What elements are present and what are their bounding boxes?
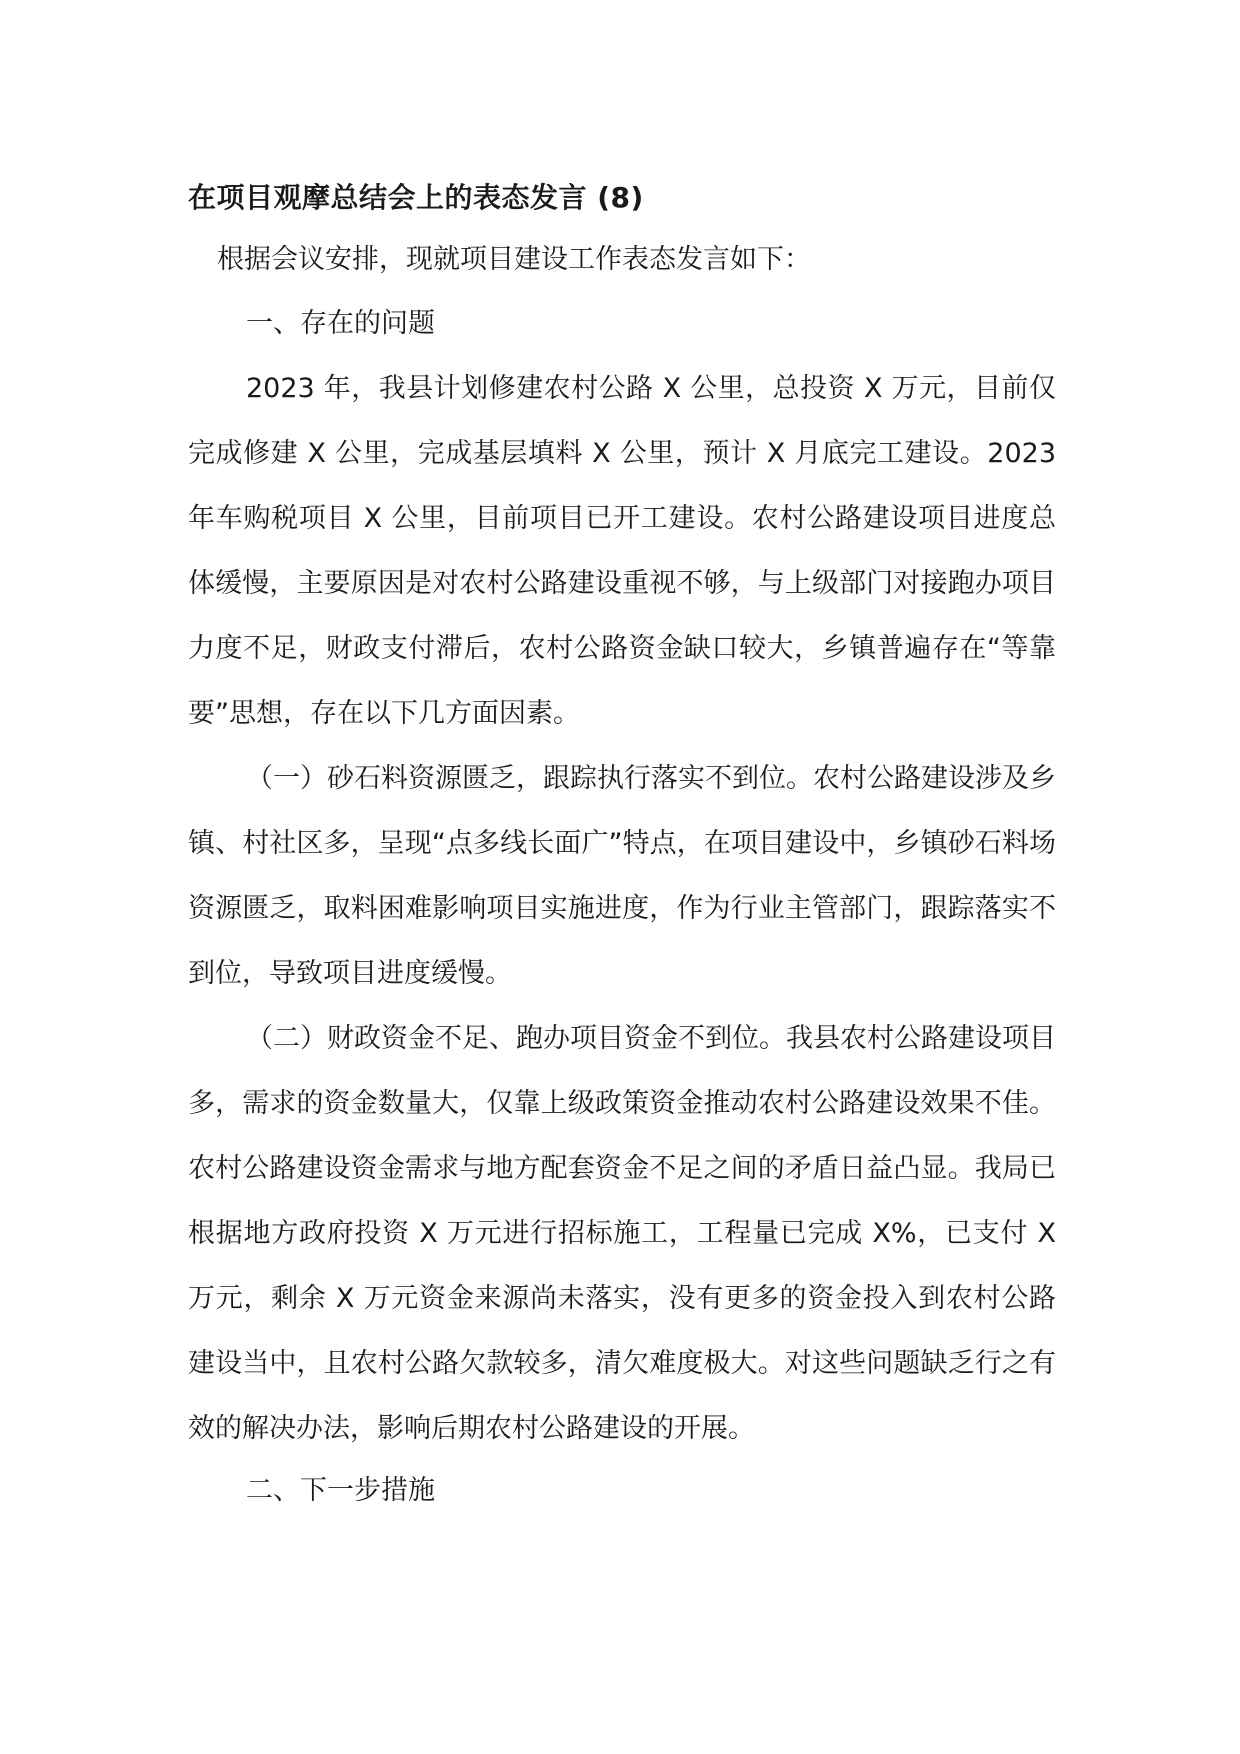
document-title: 在项目观摩总结会上的表态发言 (8) [188, 181, 644, 214]
document-page [188, 178, 1056, 1511]
section-heading-problems: 一、存在的问题 [246, 308, 435, 339]
body-paragraph: （一）砂石料资源匮乏，跟踪执行落实不到位。农村公路建设涉及乡镇、村社区多，呈现“点多线长面广”特点，在项目建设中，乡镇砂石料场资源匮乏，取料困难影响项目实施进度，作为行业主管部门，跟踪落实不到位，导致项目进度缓慢。 [188, 763, 1056, 989]
intro-paragraph: 根据会议安排，现就项目建设工作表态发言如下： [217, 244, 811, 275]
body-paragraph: 2023 年，我县计划修建农村公路 X 公里，总投资 X 万元，目前仅完成修建 X 公里，完成基层填料 X 公里，预计 X 月底完工建设。2023 年车购税项目 X 公里，目前项目已开工建设。农村公路建设项目进度总体缓慢，主要原因是对农村公路建设重视不够，与上级部门对接跑办项目力度不足，财政支付滞后，农村公路资金缺口较大，乡镇普遍存在“等靠要”思想，存在以下几方面因素。 [188, 373, 1056, 729]
body-paragraph: （二）财政资金不足、跑办项目资金不到位。我县农村公路建设项目多，需求的资金数量大，仅靠上级政策资金推动农村公路建设效果不佳。农村公路建设资金需求与地方配套资金不足之间的矛盾日益凸显。我局已根据地方政府投资 X 万元进行招标施工，工程量已完成 X%，已支付 X 万元，剩余 X 万元资金来源尚未落实，没有更多的资金投入到农村公路建设当中，且农村公路欠款较多，清欠难度极大。对这些问题缺乏行之有效的解决办法，影响后期农村公路建设的开展。 [188, 1023, 1056, 1444]
section-heading-next-steps: 二、下一步措施 [246, 1475, 435, 1506]
